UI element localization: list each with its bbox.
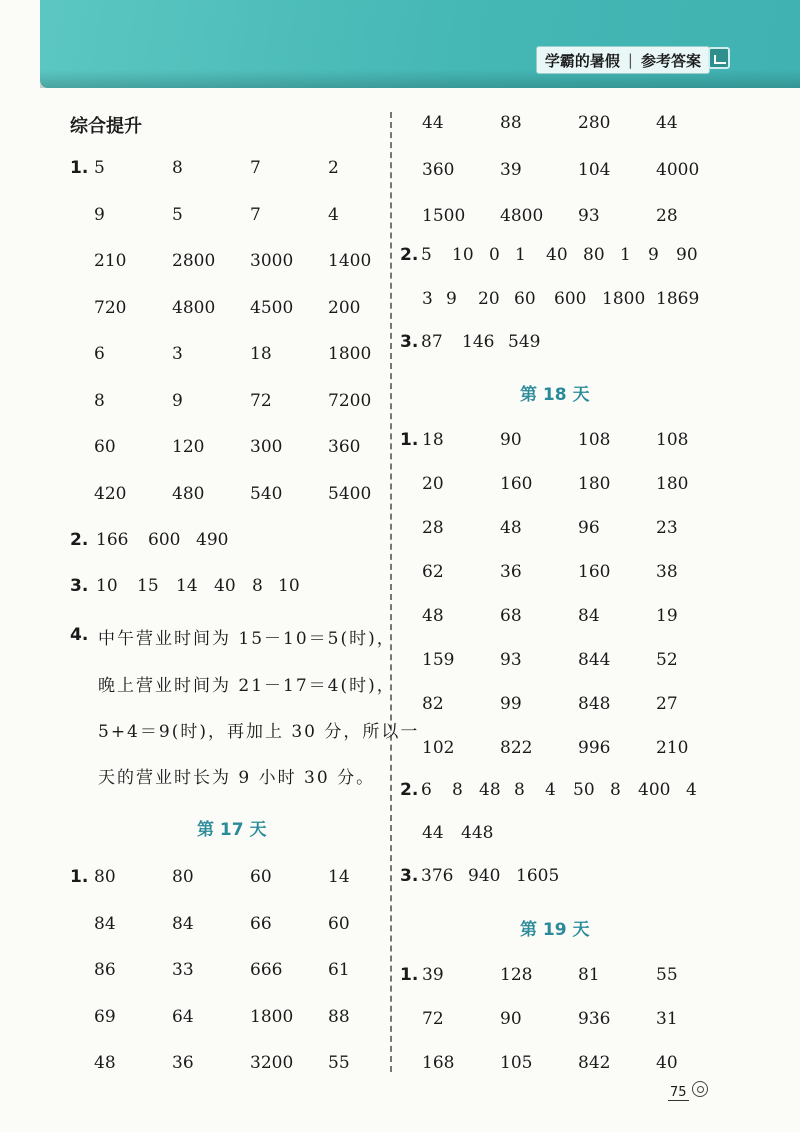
- day17-cell: 84: [94, 913, 116, 934]
- day18-cell: 822: [500, 738, 533, 758]
- day17-cell: 61: [328, 960, 350, 980]
- day19-cell: 936: [578, 1009, 611, 1029]
- day18-cell: 27: [656, 694, 678, 714]
- q1-cell: 3000: [250, 251, 294, 271]
- day17-cell: 60: [250, 867, 272, 887]
- d18q2a-value: 8: [610, 780, 621, 800]
- cont-cell: 88: [500, 113, 522, 133]
- q3-value: 8: [252, 576, 263, 596]
- day18-cell: 18: [422, 430, 444, 450]
- day19-cell: 168: [422, 1053, 455, 1073]
- q3-value: 10: [96, 576, 118, 596]
- day18-cell: 52: [656, 650, 678, 670]
- cont-cell: 44: [656, 113, 678, 133]
- q1-cell: 360: [328, 437, 361, 457]
- cont-cell: 280: [578, 113, 611, 133]
- q1-cell: 210: [94, 251, 127, 271]
- d18q2b-value: 448: [461, 823, 494, 843]
- day17-cell: 80: [172, 867, 194, 887]
- day17-cell: 48: [94, 1053, 116, 1073]
- q3-value: 40: [214, 576, 236, 596]
- q2a-value: 80: [583, 245, 605, 265]
- q2a-value: 10: [452, 245, 474, 265]
- day18-cell: 102: [422, 738, 455, 758]
- q1-cell: 5400: [328, 483, 372, 504]
- q1-cell: 9: [94, 204, 105, 225]
- q1-cell: 7: [250, 204, 261, 225]
- right-q3-label: 3.: [400, 332, 419, 352]
- day19-cell: 90: [500, 1009, 522, 1029]
- day18-cell: 84: [578, 606, 600, 626]
- day18-cell: 48: [422, 606, 444, 626]
- d18q3-value: 940: [468, 866, 501, 886]
- cont-cell: 104: [578, 159, 611, 180]
- q1-cell: 2800: [172, 251, 216, 271]
- day18-cell: 180: [578, 474, 611, 494]
- day17-cell: 84: [172, 913, 194, 934]
- q1-cell: 4: [328, 204, 339, 225]
- q1-label: 1.: [70, 158, 89, 178]
- day19-cell: 72: [422, 1009, 444, 1029]
- q4-line-2: 晚上营业时间为 21－17＝4(时)，: [98, 676, 396, 696]
- right-q2-label: 2.: [400, 245, 419, 265]
- q2b-value: 1869: [656, 289, 700, 309]
- day18-cell: 108: [656, 430, 689, 450]
- q1-cell: 9: [172, 390, 183, 411]
- day17-cell: 1800: [250, 1006, 294, 1027]
- q2a-value: 40: [546, 245, 568, 265]
- d18q2a-value: 6: [421, 780, 432, 800]
- q2a-value: 1: [620, 245, 631, 265]
- q1-cell: 2: [328, 158, 339, 178]
- cont-cell: 1500: [422, 206, 466, 226]
- q1-cell: 5: [94, 158, 105, 178]
- q1-cell: 720: [94, 297, 127, 318]
- q1-cell: 1400: [328, 251, 372, 271]
- cont-cell: 44: [422, 113, 444, 133]
- day18-cell: 19: [656, 606, 678, 626]
- q1-cell: 7: [250, 158, 261, 178]
- day19-q1-label: 1.: [400, 965, 419, 985]
- day18-cell: 23: [656, 518, 678, 538]
- day17-cell: 64: [172, 1006, 194, 1027]
- q2-value: 166: [96, 530, 129, 550]
- d18q2b-value: 44: [422, 823, 444, 843]
- answer-key-label: 参考答案: [640, 51, 701, 70]
- q4-label: 4.: [70, 625, 89, 645]
- cont-cell: 4000: [656, 159, 700, 180]
- rq3-value: 87: [421, 332, 443, 352]
- cont-cell: 93: [578, 206, 600, 226]
- day17-cell: 55: [328, 1053, 350, 1073]
- q1-cell: 420: [94, 483, 127, 504]
- q3-value: 10: [278, 576, 300, 596]
- day18-cell: 160: [500, 474, 533, 494]
- day19-cell: 81: [578, 965, 600, 985]
- q2b-value: 60: [514, 289, 536, 309]
- q2b-value: 9: [446, 289, 457, 309]
- day18-cell: 20: [422, 474, 444, 494]
- day18-cell: 844: [578, 650, 611, 670]
- day17-cell: 33: [172, 960, 194, 980]
- q1-cell: 300: [250, 437, 283, 457]
- day18-cell: 96: [578, 518, 600, 538]
- page-number: 75: [670, 1085, 687, 1100]
- q2a-value: 90: [676, 245, 698, 265]
- column-divider: [390, 112, 392, 1072]
- q3-value: 15: [137, 576, 159, 596]
- q2b-value: 20: [478, 289, 500, 309]
- day18-cell: 62: [422, 562, 444, 582]
- q1-cell: 4800: [172, 297, 216, 318]
- day17-q1-label: 1.: [70, 867, 89, 887]
- day18-cell: 36: [500, 562, 522, 582]
- day19-cell: 39: [422, 965, 444, 985]
- day18-cell: 82: [422, 694, 444, 714]
- q1-cell: 5: [172, 204, 183, 225]
- d18q2a-value: 4: [686, 780, 697, 800]
- q1-cell: 480: [172, 483, 205, 504]
- d18q3-value: 1605: [516, 866, 560, 886]
- q1-cell: 60: [94, 437, 116, 457]
- book-title: 学霸的暑假: [544, 51, 620, 70]
- d18q2a-value: 4: [545, 780, 556, 800]
- day18-cell: 180: [656, 474, 689, 494]
- day17-cell: 86: [94, 960, 116, 980]
- rq3-value: 549: [508, 332, 541, 352]
- header-band: [40, 0, 800, 88]
- header-separator: |: [627, 51, 633, 69]
- day17-cell: 36: [172, 1053, 194, 1073]
- cont-cell: 39: [500, 159, 522, 180]
- day18-q1-label: 1.: [400, 430, 419, 450]
- day18-cell: 996: [578, 738, 611, 758]
- d18q3-value: 376: [421, 866, 454, 886]
- q1-cell: 1800: [328, 344, 372, 364]
- q1-cell: 8: [172, 158, 183, 178]
- day17-cell: 88: [328, 1006, 350, 1027]
- day17-cell: 69: [94, 1006, 116, 1027]
- day19-cell: 40: [656, 1053, 678, 1073]
- day18-cell: 90: [500, 430, 522, 450]
- day19-cell: 55: [656, 965, 678, 985]
- day17-cell: 66: [250, 913, 272, 934]
- q2-label: 2.: [70, 530, 89, 550]
- q4-line-3: 5+4＝9(时)，再加上 30 分，所以一: [98, 722, 420, 742]
- q2a-value: 5: [421, 245, 432, 265]
- q3-label: 3.: [70, 576, 89, 596]
- q1-cell: 72: [250, 390, 272, 411]
- day18-q3-label: 3.: [400, 866, 419, 886]
- day19-cell: 128: [500, 965, 533, 985]
- q1-cell: 4500: [250, 297, 294, 318]
- day18-cell: 99: [500, 694, 522, 714]
- day18-cell: 108: [578, 430, 611, 450]
- q4-line-4: 天的营业时长为 9 小时 30 分。: [98, 768, 376, 788]
- day-18-title: 第 18 天: [520, 385, 590, 405]
- q2b-value: 1800: [602, 289, 646, 309]
- q1-cell: 200: [328, 297, 361, 318]
- rq3-value: 146: [462, 332, 495, 352]
- cont-cell: 360: [422, 159, 455, 180]
- day19-cell: 842: [578, 1053, 611, 1073]
- q2b-value: 3: [422, 289, 433, 309]
- day17-cell: 60: [328, 913, 350, 934]
- q2b-value: 600: [554, 289, 587, 309]
- d18q2a-value: 400: [638, 780, 671, 800]
- day18-cell: 210: [656, 738, 689, 758]
- day18-q2-label: 2.: [400, 780, 419, 800]
- day18-cell: 93: [500, 650, 522, 670]
- q1-cell: 120: [172, 437, 205, 457]
- q3-value: 14: [176, 576, 198, 596]
- day19-cell: 105: [500, 1053, 533, 1073]
- day-17-title: 第 17 天: [197, 820, 267, 840]
- q1-cell: 8: [94, 390, 105, 411]
- day19-cell: 31: [656, 1009, 678, 1029]
- q2a-value: 9: [648, 245, 659, 265]
- q1-cell: 3: [172, 344, 183, 364]
- day18-cell: 48: [500, 518, 522, 538]
- q1-cell: 7200: [328, 390, 372, 411]
- d18q2a-value: 50: [573, 780, 595, 800]
- day18-cell: 28: [422, 518, 444, 538]
- day18-cell: 848: [578, 694, 611, 714]
- cont-cell: 4800: [500, 206, 544, 226]
- day18-cell: 38: [656, 562, 678, 582]
- d18q2a-value: 48: [479, 780, 501, 800]
- q1-cell: 540: [250, 483, 283, 504]
- day17-cell: 80: [94, 867, 116, 887]
- day17-cell: 666: [250, 960, 283, 980]
- book-icon: [708, 47, 730, 69]
- day18-cell: 159: [422, 650, 455, 670]
- q1-cell: 18: [250, 344, 272, 364]
- q4-line-1: 中午营业时间为 15－10＝5(时)，: [98, 629, 396, 649]
- section-title: 综合提升: [70, 116, 142, 137]
- day18-cell: 68: [500, 606, 522, 626]
- day17-cell: 14: [328, 867, 350, 887]
- day18-cell: 160: [578, 562, 611, 582]
- q2a-value: 0: [489, 245, 500, 265]
- day17-cell: 3200: [250, 1053, 294, 1073]
- q2-value: 600: [148, 530, 181, 550]
- q2-value: 490: [196, 530, 229, 550]
- q2a-value: 1: [515, 245, 526, 265]
- day-19-title: 第 19 天: [520, 920, 590, 940]
- q1-cell: 6: [94, 344, 105, 364]
- d18q2a-value: 8: [452, 780, 463, 800]
- d18q2a-value: 8: [514, 780, 525, 800]
- cont-cell: 28: [656, 206, 678, 226]
- sun-icon: [692, 1081, 708, 1097]
- header-tag: [536, 46, 710, 74]
